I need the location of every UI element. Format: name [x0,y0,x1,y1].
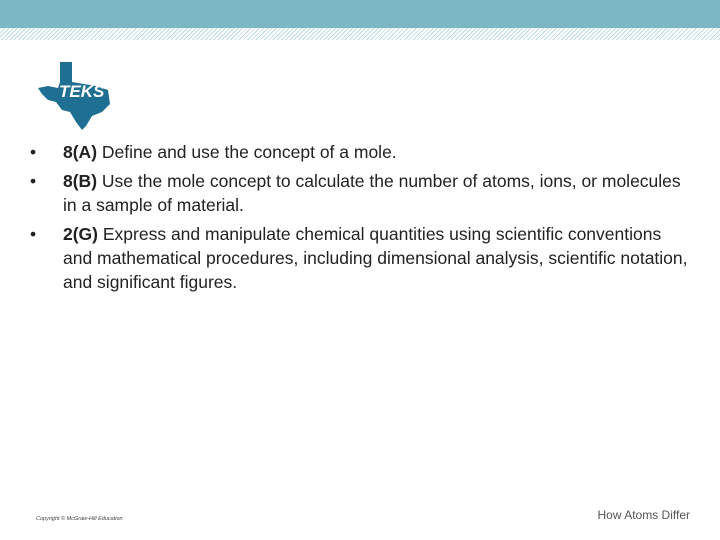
teks-logo [36,60,112,130]
header-band [0,0,720,28]
standard-text: Express and manipulate chemical quantities using scientific conventions and mathematical procedures, including dimensional analysis, scientific notation, and significant figures. [63,224,688,292]
bullet-icon: • [30,171,37,191]
standard-text: Use the mole concept to calculate the number of atoms, ions, or molecules in a sample of material. [63,171,681,215]
list-item [30,222,690,294]
standard-code: 8(B) [63,171,98,191]
standard-text: Define and use the concept of a mole. [97,142,397,162]
list-item [30,140,690,164]
bullet-icon: • [30,224,37,244]
standard-code: 8(A) [63,142,98,162]
objectives-list [30,140,690,299]
footer-title: How Atoms Differ [597,508,690,522]
header-hatch-band [0,28,720,40]
bullet-icon: • [30,142,37,162]
standard-code: 2(G) [63,224,98,244]
logo-text: TEKS [59,82,105,101]
list-item [30,169,690,217]
texas-state-icon [36,60,112,130]
copyright-notice: Copyright © McGraw-Hill Education [36,516,123,522]
